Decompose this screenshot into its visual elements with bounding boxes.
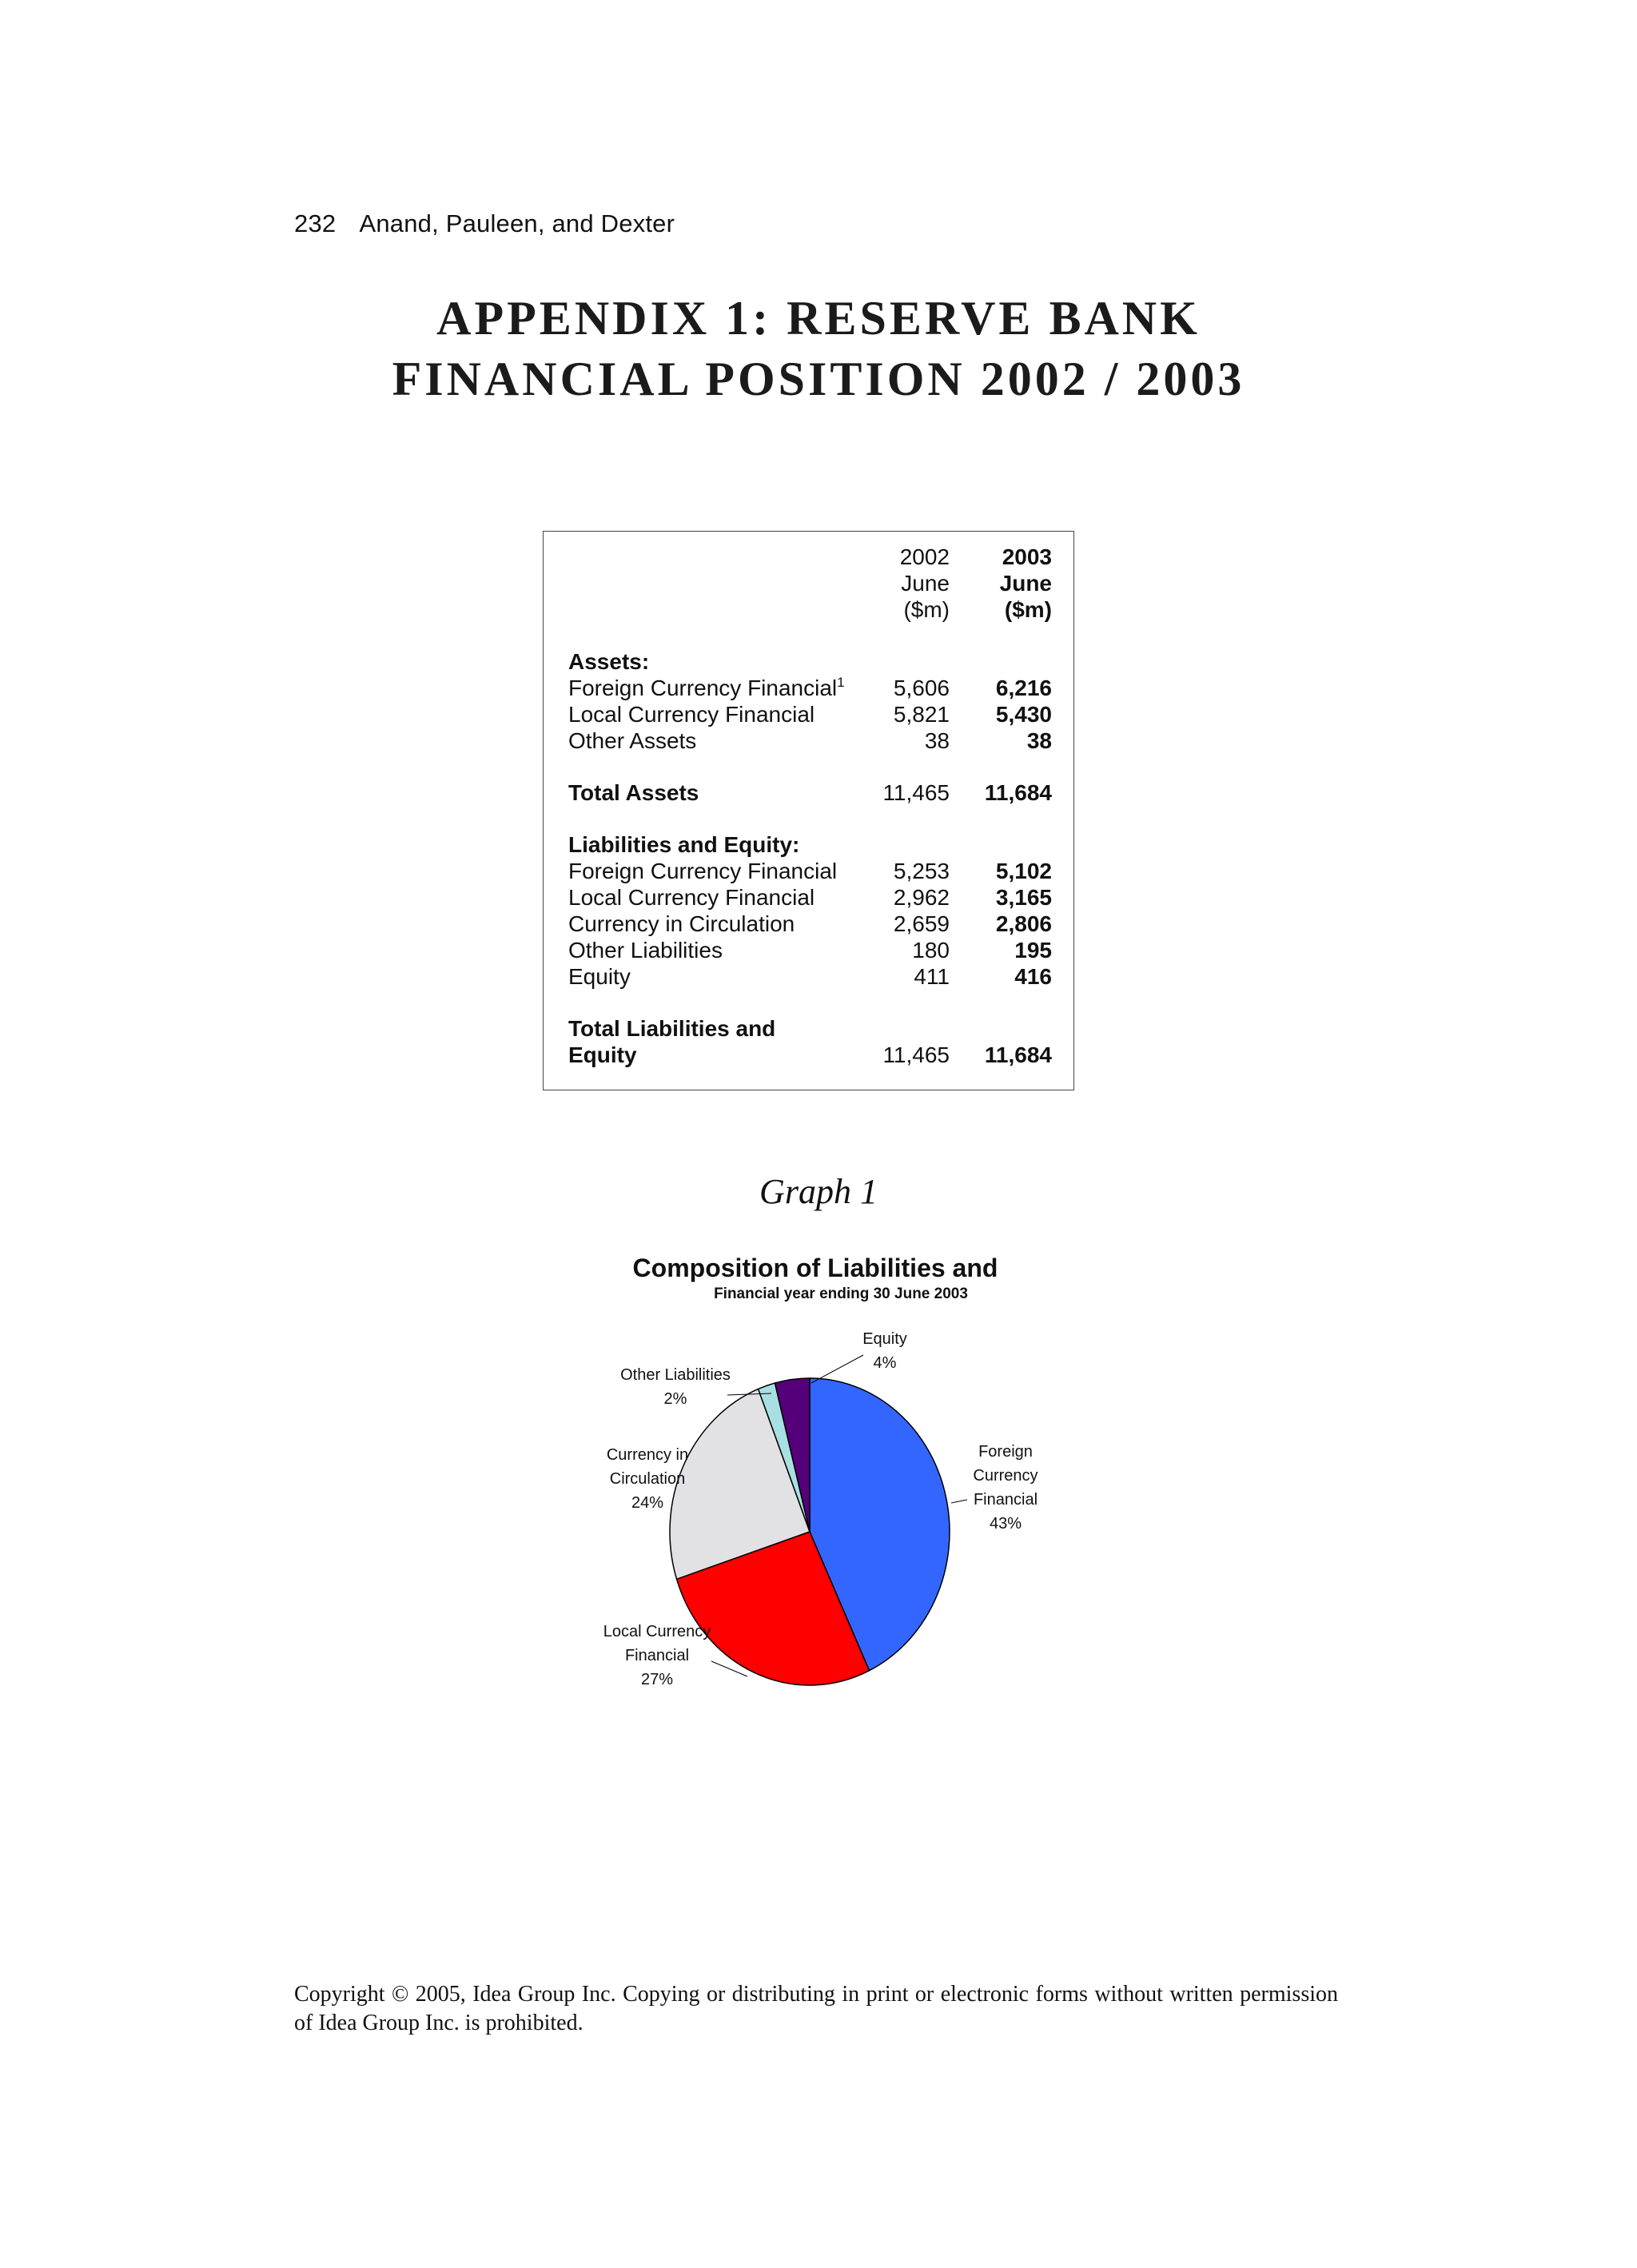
row-value-2002: 38: [924, 728, 950, 753]
row-value-2002: 411: [914, 964, 950, 989]
row-value-2003: 195: [1014, 938, 1052, 963]
pie-slice-label: Currency in: [606, 1446, 689, 1464]
total-assets-label: Total Assets: [568, 780, 699, 805]
running-head-authors: Anand, Pauleen, and Dexter: [359, 209, 675, 237]
row-label: Local Currency Financial: [568, 885, 815, 910]
row-value-2003: 3,165: [995, 885, 1052, 910]
pie-slice-label: Financial: [973, 1491, 1038, 1509]
pie-percent-label: 27%: [640, 1671, 674, 1688]
pie-leader-line: [811, 1355, 863, 1383]
chart-subtitle: Financial year ending 30 June 2003: [714, 1285, 968, 1302]
footnote-marker: 1: [837, 675, 845, 690]
row-value-2003: 6,216: [995, 676, 1052, 700]
row-value-2003: 5,102: [995, 859, 1052, 883]
pie-percent-label: 43%: [989, 1515, 1022, 1533]
row-label: Other Assets: [568, 728, 697, 753]
row-value-2003: 416: [1014, 964, 1052, 989]
pie-slice-label: Foreign: [978, 1443, 1033, 1461]
row-value-2002: 5,253: [893, 859, 950, 883]
pie-percent-label: 2%: [663, 1390, 687, 1408]
pie-leader-line: [951, 1500, 967, 1503]
total-assets-2002: 11,465: [882, 780, 950, 805]
chart-title: Composition of Liabilities and: [632, 1254, 998, 1282]
row-label: Equity: [568, 964, 631, 989]
pie-slice-label: Other Liabilities: [620, 1366, 731, 1384]
title-line-1: APPENDIX 1: RESERVE BANK: [436, 292, 1201, 345]
row-value-2002: 2,962: [893, 885, 950, 910]
row-value-2003: 5,430: [995, 702, 1052, 727]
graph-caption: Graph 1: [759, 1172, 878, 1211]
pie-slice-label: Financial: [624, 1647, 690, 1664]
page-number: 232: [294, 209, 337, 237]
row-value-2002: 180: [912, 938, 950, 963]
pie-slice-label: Currency: [973, 1467, 1038, 1485]
pie-slices: [670, 1378, 950, 1685]
row-value-2003: 38: [1026, 728, 1052, 753]
total-liabilities-2002: 11,465: [882, 1042, 950, 1067]
row-label: Other Liabilities: [568, 938, 723, 963]
header-2003-month: June: [999, 571, 1052, 596]
copyright-notice: Copyright © 2005, Idea Group Inc. Copying or distributing in print or electronic forms without written permission of Idea Group Inc. is prohibited.: [294, 1982, 1338, 2035]
total-liabilities-label-2: Equity: [568, 1042, 637, 1067]
liabilities-heading: Liabilities and Equity:: [568, 832, 800, 857]
row-value-2002: 5,606: [893, 676, 950, 700]
row-label: Local Currency Financial: [568, 702, 815, 727]
assets-heading: Assets:: [568, 649, 650, 674]
pie-slice-label: Circulation: [609, 1470, 686, 1488]
row-label: Currency in Circulation: [568, 911, 795, 936]
pie-percent-label: 4%: [873, 1354, 897, 1372]
header-2003-unit: ($m): [1004, 597, 1052, 622]
pie-slice-label: Equity: [862, 1330, 907, 1348]
header-2003-year: 2003: [1002, 544, 1052, 569]
chart-title-clip: [623, 1282, 695, 1295]
header-2002-unit: ($m): [903, 597, 950, 622]
row-value-2002: 2,659: [893, 911, 950, 936]
row-label: Foreign Currency Financial: [568, 859, 838, 883]
row-value-2002: 5,821: [893, 702, 950, 727]
row-value-2003: 2,806: [995, 911, 1052, 936]
row-label: Foreign Currency Financial$^1$: [568, 675, 845, 700]
title-line-2: FINANCIAL POSITION 2002 / 2003: [392, 353, 1245, 405]
header-2002-year: 2002: [899, 544, 950, 569]
total-liabilities-label-1: Total Liabilities and: [568, 1016, 776, 1041]
pie-slice-label: Local Currency: [603, 1623, 711, 1640]
total-assets-2003: 11,684: [984, 780, 1052, 805]
total-liabilities-2003: 11,684: [984, 1042, 1052, 1067]
header-2002-month: June: [901, 571, 950, 596]
pie-percent-label: 24%: [631, 1494, 664, 1512]
